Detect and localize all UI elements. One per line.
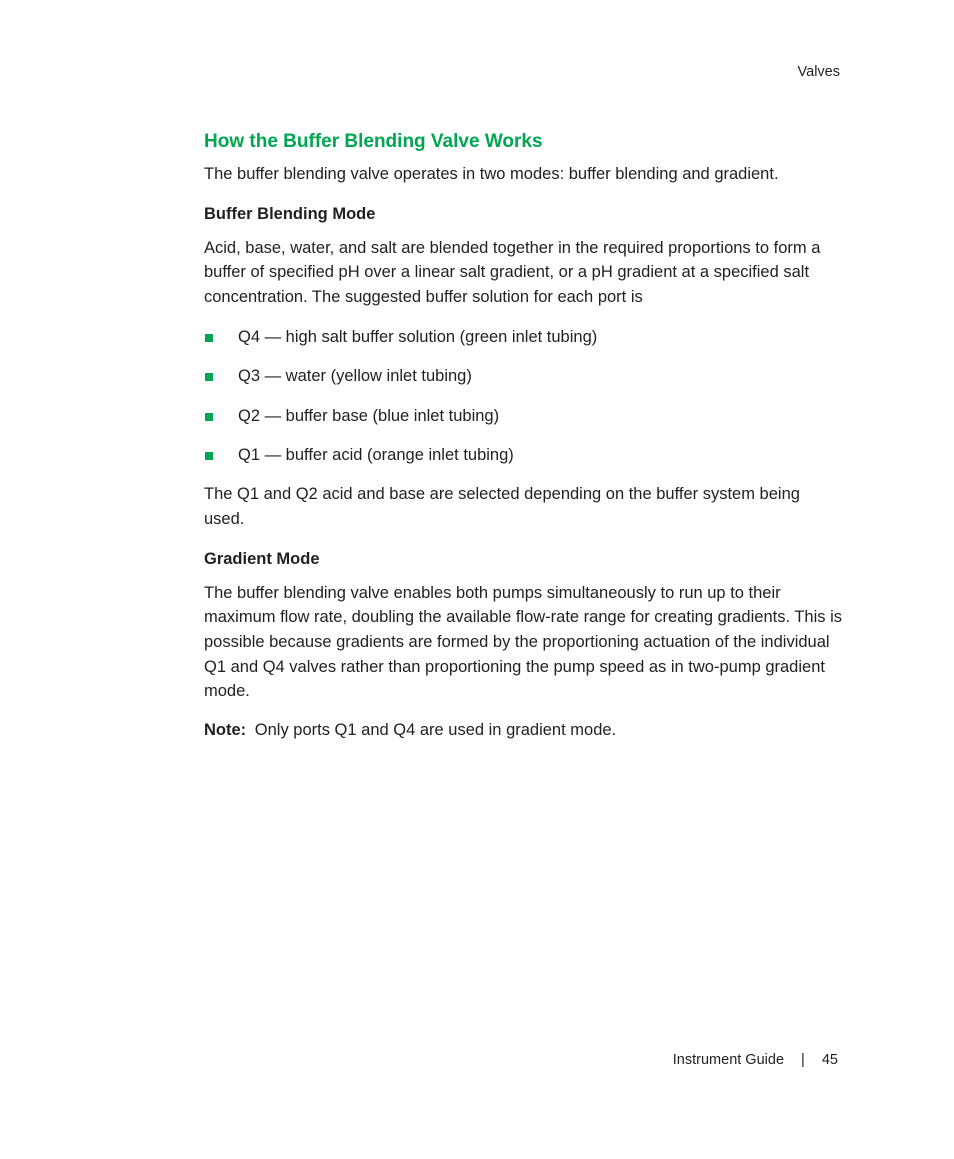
square-bullet-icon — [205, 373, 213, 381]
page-content — [204, 130, 844, 742]
section-title: How the Buffer Blending Valve Works — [204, 131, 543, 152]
intro-paragraph: The buffer blending valve operates in two modes: buffer blending and gradient. — [204, 165, 779, 183]
buffer-blending-mode-heading: Buffer Blending Mode — [204, 204, 376, 223]
port-solution-list — [204, 325, 844, 468]
footer-doc-title: Instrument Guide — [672, 1052, 785, 1068]
list-item-text: Q2 — buffer base (blue inlet tubing) — [238, 406, 500, 425]
running-header: Valves — [797, 64, 840, 80]
note — [204, 718, 844, 742]
list-item-text: Q4 — high salt buffer solution (green inlet tubing) — [238, 327, 598, 346]
page-number: 45 — [821, 1052, 838, 1068]
list-item — [204, 364, 844, 388]
footer-separator: | — [801, 1052, 805, 1068]
gradient-mode-heading: Gradient Mode — [204, 549, 320, 568]
square-bullet-icon — [205, 334, 213, 342]
gradient-mode-paragraph: The buffer blending valve enables both pumps simultaneously to run up to their maximum flow rate, doubling the available flow-rate range for creating gradients. This is possible because gradients are formed by the proportioning actuation of the individual Q1 and Q4 valves rather than proportioning the pump speed as in two-pump gradient mode. — [204, 583, 843, 701]
note-text: Only ports Q1 and Q4 are used in gradient mode. — [254, 721, 617, 740]
list-item — [204, 325, 844, 349]
acid-base-paragraph: The Q1 and Q2 acid and base are selected depending on the buffer system being used. — [204, 485, 800, 528]
list-item — [204, 443, 844, 467]
square-bullet-icon — [205, 452, 213, 460]
list-item-text: Q1 — buffer acid (orange inlet tubing) — [238, 446, 514, 465]
buffer-blending-paragraph: Acid, base, water, and salt are blended together in the required proportions to form a buffer of specified pH over a linear salt gradient, or a pH gradient at a specified salt concentration. The suggested buffer solution for each port is — [204, 238, 821, 306]
list-item-text: Q3 — water (yellow inlet tubing) — [238, 367, 472, 386]
square-bullet-icon — [205, 413, 213, 421]
note-label: Note: — [204, 721, 247, 740]
list-item — [204, 404, 844, 428]
running-footer — [673, 1052, 838, 1068]
